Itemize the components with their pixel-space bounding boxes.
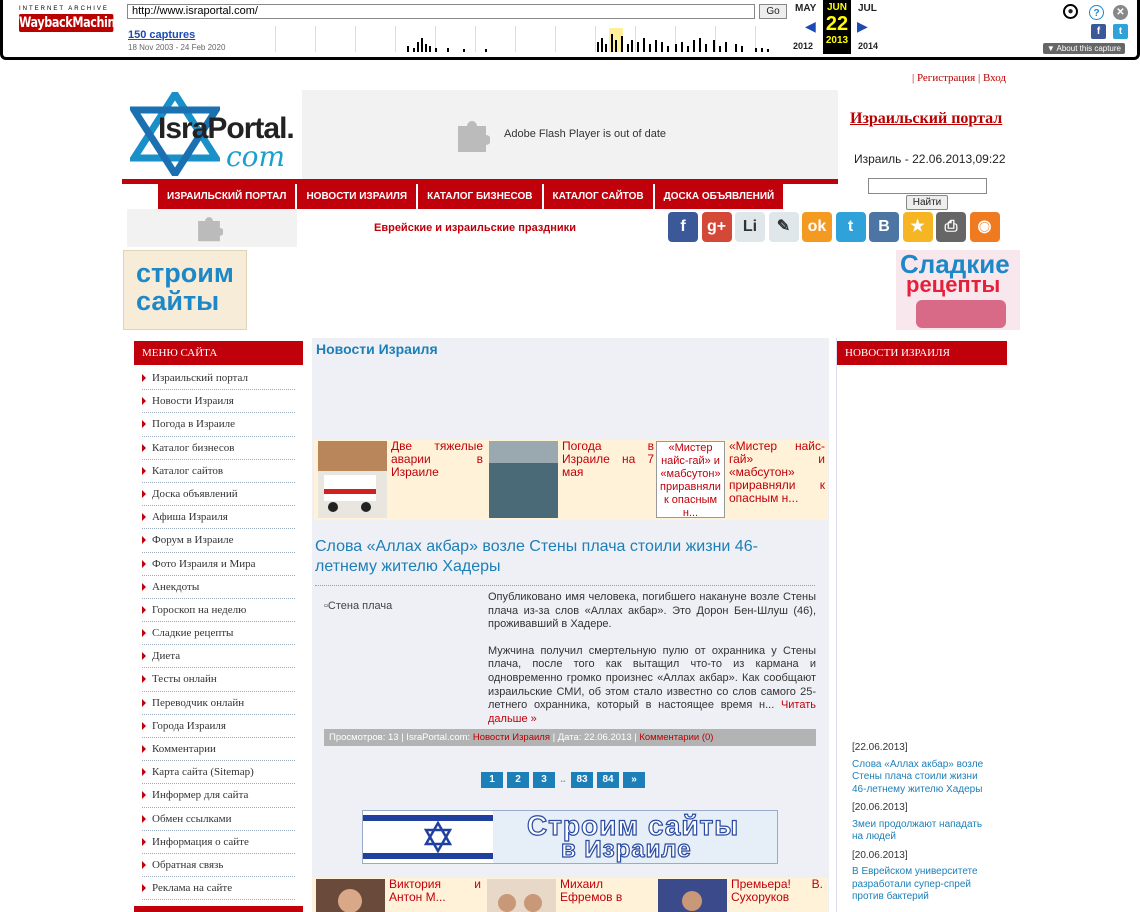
article-paragraph [488,645,816,727]
article-paragraph-text: Мужчина получил смертельную пулю от охранника у Стены плача, после того как вытащил что-то из кармана и одновременно громко произнес «Аллах акбар». Как сообщают израильские СМИ, об этом стало известно со слов самого 25-летнего охранника, который в настоящее время н... [488,644,816,712]
ambulance-photo [318,441,387,518]
section-title: Новости Израиля [316,341,438,357]
plugin-puzzle-icon [454,118,490,152]
sparkline-bar [699,38,701,52]
people-photo [487,879,556,912]
headline-divider [315,585,815,586]
pager-button[interactable]: 1 [481,772,503,788]
wayback-current-year: 2013 [825,35,849,46]
sparkline-bar [407,46,409,52]
sidebar-item[interactable]: Карта сайта (Sitemap) [142,761,295,784]
sidebar-item[interactable]: Обмен ссылками [142,808,295,831]
news-date: [20.06.2013] [852,849,908,861]
print-icon[interactable]: ⎙ [936,212,966,242]
banner-right-line-1: Сладкие [900,249,1010,279]
sparkline-bar [621,36,623,52]
wayback-current-day: 22 [825,13,849,35]
sidebar-item[interactable]: Доска объявлений [142,483,295,506]
search-button[interactable]: Найти [906,195,948,210]
sparkline-bar [667,46,669,52]
news-thumb-caption: Две тяжелые аварии в Израиле [391,439,483,479]
pager-button[interactable]: 83 [571,772,593,788]
menu-item-business[interactable]: КАТАЛОГ БИЗНЕСОВ [418,184,541,209]
sparkline-year-divider [475,26,476,52]
pager-button[interactable]: 2 [507,772,529,788]
wayback-toolbar [0,0,1140,60]
left-sidebar-menu [134,341,303,900]
sidebar-item[interactable]: Фото Израиля и Мира [142,553,295,576]
sidebar-item[interactable]: Обратная связь [142,854,295,877]
banner-right-line-2: рецепты [906,272,1001,297]
broken-image-alt: «Мистер найс-гай» и «мабсутон» приравняли к опасным н... [656,441,725,518]
sparkline-bar [597,42,599,52]
pager-button[interactable]: 3 [533,772,555,788]
pager-ellipsis: .. [560,774,566,785]
meta-comments-link[interactable]: Комментарии (0) [639,732,714,743]
sidebar-item[interactable]: Афиша Израиля [142,506,295,529]
sidebar-item[interactable]: Комментарии [142,738,295,761]
article-image-alt: Стена плача [327,600,393,612]
wayback-url-input[interactable]: http://www.israportal.com/ [127,4,755,19]
favorite-star-icon[interactable]: ★ [903,212,933,242]
linkedin-icon[interactable]: Li [735,212,765,242]
sparkline-bar [705,44,707,52]
news-link[interactable]: Змеи продолжают нападать на людей [852,818,983,842]
right-news-list [852,742,992,910]
sparkline-bar [611,34,613,52]
banner-left-text [136,259,234,315]
news-thumb-caption: Премьера! В. Сухоруков [731,877,823,904]
site-date: Израиль - 22.06.2013,09:22 [854,152,1006,166]
right-news-header [837,341,1007,365]
social-share-bar [668,212,1003,242]
main-menu [122,179,838,209]
pager-button[interactable]: 84 [597,772,619,788]
sparkline-bar [741,46,743,52]
account-icon[interactable]: ● [1063,4,1078,19]
sparkline-bar [681,42,683,52]
sparkline-year-divider [275,26,276,52]
wayback-prev-month[interactable]: MAY [795,3,817,14]
sparkline-bar [693,40,695,52]
sparkline-bar [761,48,763,52]
sparkline-bar [485,49,487,52]
news-date: [20.06.2013] [852,802,908,813]
sparkline-year-divider [555,26,556,52]
people-photo [316,879,385,912]
broken-image-icon: ▫ [324,600,328,612]
wayback-next-year[interactable]: 2014 [858,41,879,51]
news-date: [22.06.2013] [852,742,908,753]
sidebar-item[interactable]: Погода в Израиле [142,413,295,436]
wayback-current-date [823,0,851,54]
pager-button[interactable]: » [623,772,645,788]
news-thumb[interactable] [483,878,654,912]
sparkline-bar [687,46,689,52]
sparkline-bar [429,46,431,52]
rss-icon[interactable]: ◉ [970,212,1000,242]
sparkline-year-divider [595,26,596,52]
sidebar-item[interactable]: Тесты онлайн [142,668,295,691]
banner-build-sites[interactable] [123,250,247,330]
sparkline-bar [661,42,663,52]
sidebar-item[interactable]: Форум в Израиле [142,529,295,552]
google-plus-icon[interactable]: g+ [702,212,732,242]
left-menu-title: МЕНЮ САЙТА [134,341,303,365]
wayback-logo-main: WaybackMachine [19,15,123,31]
sparkline-bar [767,49,769,52]
sparkline-bar [649,44,651,52]
news-thumbs-top [314,440,828,520]
sparkline-bar [463,49,465,52]
sidebar-item[interactable]: Переводчик онлайн [142,692,295,715]
login-link[interactable]: Вход [982,72,1007,84]
sparkline-bar [713,40,715,52]
sparkline-bar [417,42,419,52]
wayback-next-arrow-icon[interactable]: ▶ [857,18,868,34]
article-headline[interactable]: Слова «Аллах акбар» возле Стены плача стоили жизни 46-летнему жителю Хадеры [315,538,758,575]
banner-sweet-recipes[interactable] [896,250,1020,330]
sparkline-bar [413,48,415,52]
sidebar-item[interactable]: Информация о сайте [142,831,295,854]
sparkline-bar [605,44,607,52]
sparkline-year-divider [515,26,516,52]
site-title-link[interactable]: Израильский портал [850,110,1003,127]
sparkline-bar [435,48,437,52]
news-link[interactable]: Слова «Аллах акбар» возле Стены плача стоили жизни 46-летнему жителю Хадеры [852,758,984,795]
news-thumb[interactable] [656,440,827,520]
news-thumb-caption: «Мистер найс-гай» и «мабсутон» приравняли к опасным н... [729,439,825,505]
read-more-link[interactable]: Читать дальше » [488,699,816,725]
sparkline-bar [643,38,645,52]
plugin-puzzle-icon [195,214,223,242]
sidebar-item[interactable]: Реклама на сайте [142,877,295,900]
israel-flag-icon [363,811,493,863]
sparkline-year-divider [355,26,356,52]
sparkline-bar [675,44,677,52]
sparkline-bar [655,40,657,52]
wayback-logo[interactable] [19,6,123,46]
search-input[interactable] [868,178,987,194]
wayback-logo-top: INTERNET ARCHIVE [19,6,109,12]
wayback-current-month: JUN [826,2,847,13]
sparkline-year-divider [315,26,316,52]
news-thumb[interactable] [654,878,825,912]
flash-message: Adobe Flash Player is out of date [504,128,667,140]
register-link[interactable]: Регистрация [916,72,976,84]
news-thumb[interactable] [485,440,656,520]
twitter-icon[interactable]: t [836,212,866,242]
holidays-link[interactable]: Еврейские и израильские праздники [374,222,576,234]
wayback-prev-year[interactable]: 2012 [793,41,814,51]
wayback-go-button[interactable]: Go [759,4,787,19]
sparkline-bar [735,44,737,52]
wayback-facebook-icon[interactable]: f [1091,24,1106,39]
news-link[interactable]: В Еврейском университете разработали супер-спрей против бактерий [852,866,978,902]
nav-separator: | [978,72,981,84]
sparkline-bar [627,44,629,52]
sidebar-item[interactable]: Каталог сайтов [142,460,295,483]
close-icon[interactable]: ✕ [1113,5,1128,20]
menu-item-portal[interactable]: ИЗРАИЛЬСКИЙ ПОРТАЛ [158,184,295,209]
sidebar-item[interactable]: Города Израиля [142,715,295,738]
odnoklassniki-icon[interactable]: ok [802,212,832,242]
article-image [324,600,392,612]
menu-item-news[interactable]: НОВОСТИ ИЗРАИЛЯ [297,184,416,209]
logo-com: com [226,140,286,173]
news-thumb[interactable] [312,878,483,912]
sparkline-bar [615,40,617,52]
flash-placeholder[interactable] [302,90,838,180]
user-nav [912,72,1006,84]
meta-date: | Дата: 22.06.2013 | [550,732,640,743]
cake-image [916,300,1006,328]
banner-left-line-1: строим [136,258,234,288]
news-thumb-caption: Виктория и Антон М... [389,877,481,904]
article-meta [324,729,816,746]
about-capture-button[interactable]: ▼ About this capture [1043,43,1125,54]
sparkline-bar [421,38,423,52]
wayback-next-month[interactable]: JUL [858,3,877,14]
news-thumb[interactable] [314,440,485,520]
wayback-captures-link[interactable]: 150 captures [128,29,196,41]
sea-photo [489,441,558,518]
sparkline-bar [447,48,449,52]
sparkline-year-divider [635,26,636,52]
right-news-title: НОВОСТИ ИЗРАИЛЯ [837,341,1007,365]
promo-line-1: Строим сайты [527,810,740,841]
sidebar-item[interactable]: Каталог бизнесов [142,437,295,460]
sidebar-item[interactable]: Сладкие рецепты [142,622,295,645]
site-logo[interactable] [130,92,294,176]
sparkline-year-divider [715,26,716,52]
sparkline-bar [725,42,727,52]
sparkline-bar [631,40,633,52]
vkontakte-icon[interactable]: B [869,212,899,242]
wayback-sparkline[interactable] [235,26,775,52]
sparkline-bar [425,44,427,52]
news-thumb-caption: Погода в Израиле на 7 мая [562,439,654,479]
sidebar-item[interactable]: Информер для сайта [142,784,295,807]
wayback-twitter-icon[interactable]: t [1113,24,1128,39]
flash-placeholder-small[interactable] [127,209,297,247]
article-paragraph: Опубликовано имя человека, погибшего накануне возле Стены плача из-за слов «Аллах акбар». Это Дорон Бен-Шлуш (46), проживавший в Хадере. [488,591,816,631]
promo-banner[interactable] [362,810,778,864]
pagination [481,772,649,788]
sparkline-bar [637,42,639,52]
sidebar-item[interactable]: Анекдоты [142,576,295,599]
sparkline-bar [719,46,721,52]
meta-category-link[interactable]: Новости Израиля [472,732,550,743]
sparkline-bar [601,38,603,52]
news-thumb-caption: Михаил Ефремов в [560,877,623,904]
news-thumbs-bottom [312,878,828,912]
meta-views: Просмотров: 13 | IsraPortal.com: [329,732,471,743]
sparkline-bar [755,48,757,52]
sidebar-item[interactable]: Гороскоп на неделю [142,599,295,622]
left-menu-next-header [134,906,303,912]
promo-line-2: в Израиле [561,836,692,863]
wayback-prev-arrow-icon[interactable]: ◀ [805,18,816,34]
sidebar-item[interactable]: Новости Израиля [142,390,295,413]
nav-separator: | [912,72,915,84]
help-icon[interactable]: ? [1089,5,1104,20]
menu-item-sites[interactable]: КАТАЛОГ САЙТОВ [544,184,653,209]
facebook-icon[interactable]: f [668,212,698,242]
stage-photo [658,879,727,912]
logo-wordmark: IsraPortal. [158,112,294,145]
wayback-date-range: 18 Nov 2003 - 24 Feb 2020 [128,43,226,52]
menu-item-ads[interactable]: ДОСКА ОБЪЯВЛЕНИЙ [655,184,784,209]
sidebar-item[interactable]: Израильский портал [142,367,295,390]
livejournal-icon[interactable]: ✎ [769,212,799,242]
sidebar-item[interactable]: Диета [142,645,295,668]
article-body [488,591,816,739]
sparkline-year-divider [395,26,396,52]
banner-left-line-2: сайты [136,286,220,316]
